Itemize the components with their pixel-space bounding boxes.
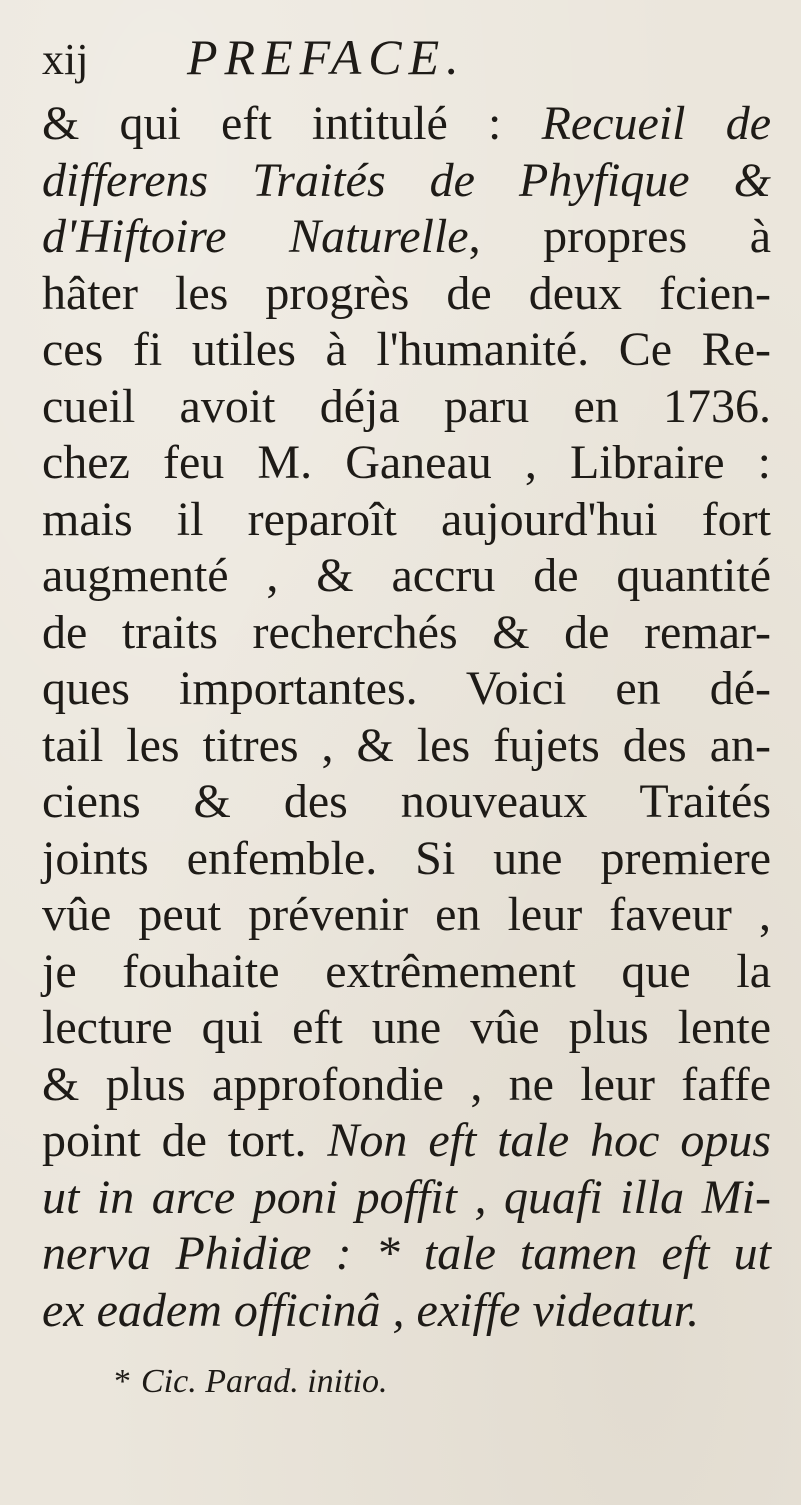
text-line: chez feu M. Ganeau , Libraire : [42, 436, 771, 489]
text-line: je fouhaite extrêmement que la [42, 944, 771, 998]
text-line: hâter les progrès de deux fcien- [42, 266, 771, 320]
text-line: de traits recherchés & de remar- [42, 605, 771, 659]
running-head [42, 28, 771, 88]
text-line: ciens & des nouveaux Traités [42, 775, 771, 828]
text-line: ut in arce poni poffit , quafi illa Mi- [42, 1170, 771, 1224]
text-line: ques importantes. Voici en dé- [42, 662, 771, 715]
text-line: nerva Phidiæ : * tale tamen eft ut [42, 1227, 771, 1280]
text-line: lecture qui eft une vûe plus lente [42, 1001, 771, 1054]
text-line: ces fi utiles à l'humanité. Ce Re- [42, 323, 771, 376]
text-line: d'Hiftoire Naturelle, propres à [42, 210, 771, 263]
text-line: tail les titres , & les fujets des an- [42, 718, 771, 772]
text-line: & plus approfondie , ne leur faffe [42, 1057, 771, 1111]
footnote-mark: * [114, 1363, 131, 1400]
text-line: point de tort. Non eft tale hoc opus [42, 1114, 772, 1167]
footnote [42, 1363, 771, 1401]
footnote-text: Cic. Parad. initio. [141, 1363, 388, 1400]
text-line: vûe peut prévenir en leur faveur , [42, 888, 771, 941]
page-number: xij [42, 35, 89, 84]
text-line: augmenté , & accru de quantité [42, 549, 771, 602]
text-line: mais il reparoît aujourd'hui fort [42, 492, 771, 546]
body-text [42, 96, 771, 1339]
text-line: joints enfemble. Si une premiere [42, 831, 771, 885]
text-line: cueil avoit déja paru en 1736. [42, 379, 771, 433]
running-title: PREFACE. [187, 29, 466, 85]
text-line: differens Traités de Phyfique & [42, 153, 771, 207]
text-line: & qui eft intitulé : Recueil de [42, 97, 771, 150]
text-line: ex eadem officinâ , exiffe videatur. [42, 1283, 700, 1337]
